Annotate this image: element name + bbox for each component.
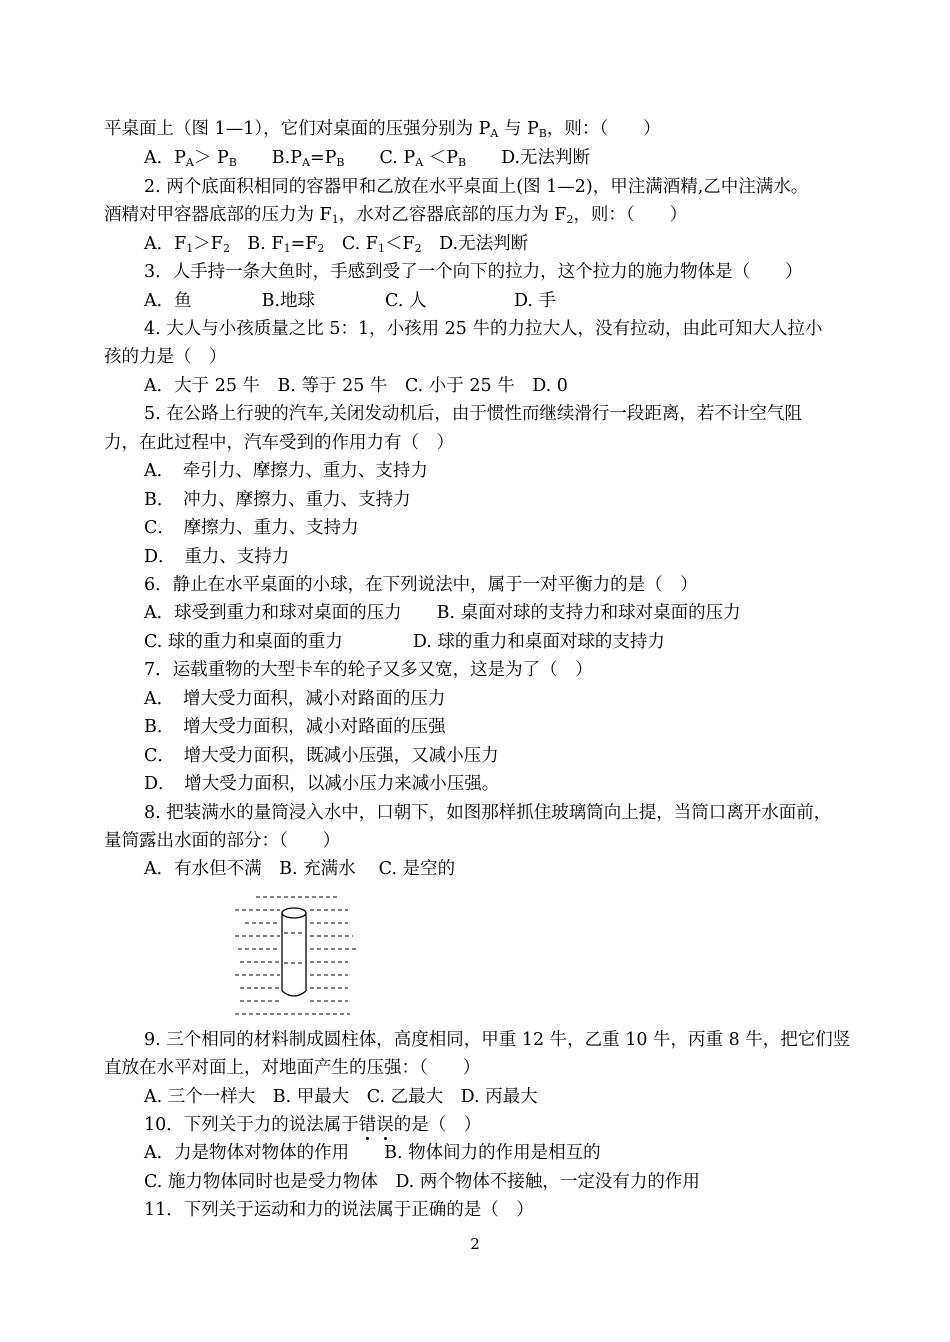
subscript: 2	[414, 242, 422, 255]
q4-line2: 孩的力是（ ）	[104, 347, 227, 367]
subscript: 1	[283, 242, 291, 255]
q2-line1: 2. 两个底面积相同的容器甲和乙放在水平桌面上(图 1—2)，甲注满酒精,乙中注满水。	[144, 177, 809, 197]
page-number: 2	[470, 1235, 480, 1253]
text: C. F	[324, 234, 378, 254]
subscript: B	[538, 127, 547, 140]
text: =F	[290, 234, 318, 254]
text: 的是（ ）	[393, 1115, 482, 1135]
intro-line	[104, 118, 661, 145]
q4-line1: 4. 大人与小孩质量之比 5：1，小孩用 25 牛的力拉大人，没有拉动，由此可知大人拉小	[144, 319, 823, 339]
emphasis-dot-text: 错	[358, 1115, 377, 1135]
text: ，则：（ ）	[546, 119, 661, 139]
q7-option-c: C． 增大受力面积，既减小压强，又减小压力	[144, 746, 499, 766]
text: ，水对乙容器底部的压力为 F	[338, 205, 567, 225]
text: 10．下列关于力的说法属于	[144, 1115, 359, 1135]
subscript: 1	[377, 242, 385, 255]
q8-options: A．有水但不满 B. 充满水 C. 是空的	[144, 859, 456, 879]
text: 与 P	[498, 119, 539, 139]
q6-options-ab: A．球受到重力和球对桌面的压力 B. 桌面对球的支持力和球对桌面的压力	[144, 603, 741, 623]
subscript: 2	[566, 213, 574, 226]
q7-option-a: A． 增大受力面积，减小对路面的压力	[144, 689, 446, 709]
subscript: 2	[222, 242, 230, 255]
q3-options: A．鱼 B.地球 C. 人 D. 手	[144, 291, 556, 311]
graduated-cylinder-figure	[230, 893, 370, 1023]
text: ＜P	[423, 148, 458, 168]
text: A．F	[144, 234, 187, 254]
subscript: 2	[317, 242, 325, 255]
q2-line2	[104, 204, 687, 231]
q5-option-b: B． 冲力、摩擦力、重力、支持力	[144, 490, 411, 510]
q7-option-d: D． 增大受力面积，以减小压力来减小压强。	[144, 774, 500, 794]
text: ＞ P	[193, 148, 229, 168]
q2-options	[144, 233, 528, 260]
q11-stem: 11．下列关于运动和力的说法属于正确的是（ ）	[144, 1200, 534, 1220]
q5-option-c: C． 摩擦力、重力、支持力	[144, 518, 359, 538]
text: ，则：（ ）	[573, 205, 688, 225]
q5-line1: 5. 在公路上行驶的汽车,关闭发动机后，由于惯性而继续滑行一段距离，若不计空气阻	[144, 404, 802, 424]
emphasis-dot-text: 误	[376, 1115, 394, 1135]
text: A．P	[144, 148, 186, 168]
q9-options: A. 三个一样大 B. 甲最大 C. 乙最大 D. 丙最大	[144, 1087, 538, 1107]
text: D.无法判断	[466, 148, 591, 168]
q8-line2: 量筒露出水面的部分：（ ）	[104, 831, 341, 851]
q5-option-a: A． 牵引力、摩擦力、重力、支持力	[144, 461, 428, 481]
q10-options-cd: C. 施力物体同时也是受力物体 D. 两个物体不接触，一定没有力的作用	[144, 1172, 700, 1192]
subscript: 1	[331, 213, 339, 226]
q10-options-ab: A．力是物体对物体的作用 B. 物体间力的作用是相互的	[144, 1143, 601, 1163]
subscript: A	[185, 156, 194, 169]
q8-line1: 8. 把装满水的量筒浸入水中，口朝下，如图那样抓住玻璃筒向上提，当筒口离开水面前，	[144, 803, 832, 823]
q9-line1: 9. 三个相同的材料制成圆柱体，高度相同，甲重 12 牛，乙重 10 牛，丙重 8 牛，把它们竖	[144, 1030, 851, 1050]
text: 平桌面上（图 1—1），它们对桌面的压强分别为 P	[104, 119, 491, 139]
text: B. F	[229, 234, 284, 254]
q5-option-d: D． 重力、支持力	[144, 547, 290, 567]
q6-options-cd: C. 球的重力和桌面的重力 D. 球的重力和桌面对球的支持力	[144, 632, 665, 652]
subscript: B	[457, 156, 467, 169]
text: 酒精对甲容器底部的压力为 F	[104, 205, 332, 225]
text: ＜F	[384, 234, 415, 254]
subscript: A	[415, 156, 424, 169]
subscript: B	[228, 156, 237, 169]
text: D.无法判断	[421, 234, 529, 254]
q7-stem: 7．运载重物的大型卡车的轮子又多又宽，这是为了（ ）	[144, 660, 593, 680]
q10-stem	[144, 1114, 481, 1136]
q4-options: A．大于 25 牛 B. 等于 25 牛 C. 小于 25 牛 D. 0	[144, 376, 568, 396]
q9-line2: 直放在水平对面上，对地面产生的压强：（ ）	[104, 1058, 481, 1078]
text: ＞F	[193, 234, 223, 254]
text: C. P	[344, 148, 416, 168]
subscript: A	[490, 127, 499, 140]
text: B.P	[236, 148, 303, 168]
subscript: 1	[186, 242, 194, 255]
subscript: B	[336, 156, 345, 169]
q1-options	[144, 147, 590, 174]
q5-line2: 力，在此过程中，汽车受到的作用力有（ ）	[104, 433, 454, 453]
q7-option-b: B． 增大受力面积，减小对路面的压强	[144, 717, 446, 737]
subscript: A	[302, 156, 310, 169]
text: =P	[309, 148, 337, 168]
q3-stem: 3．人手持一条大鱼时，手感到受了一个向下的拉力，这个拉力的施力物体是（ ）	[144, 262, 803, 282]
q6-stem: 6．静止在水平桌面的小球，在下列说法中，属于一对平衡力的是（ ）	[144, 575, 698, 595]
